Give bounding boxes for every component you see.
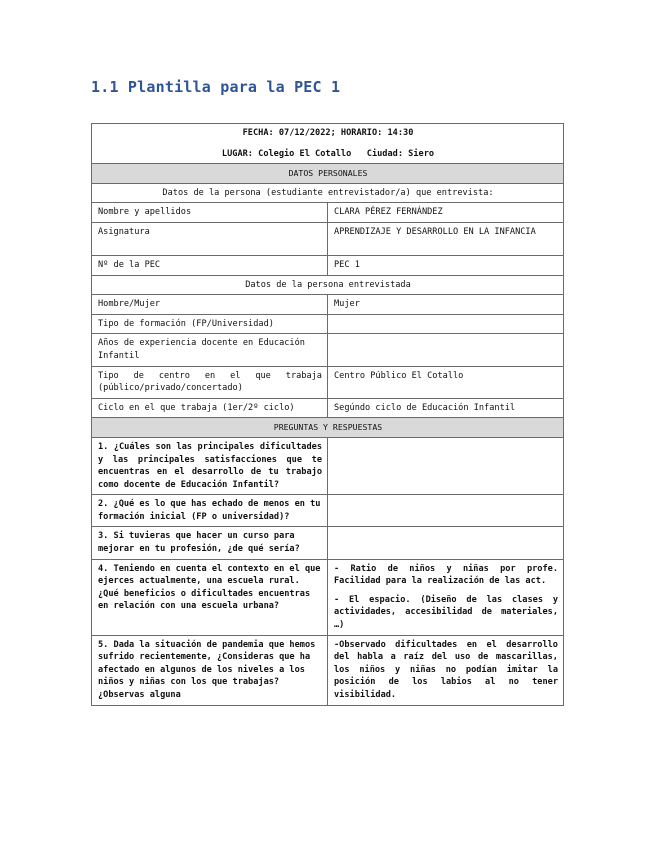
lugar-line: LUGAR: Colegio El Cotallo Ciudad: Siero xyxy=(221,148,435,159)
table-row xyxy=(92,398,564,418)
question-row xyxy=(92,559,564,635)
table-row xyxy=(92,203,564,223)
field-value: CLARA PÉREZ FERNÁNDEZ xyxy=(328,203,564,223)
table-row xyxy=(92,255,564,275)
field-value: PEC 1 xyxy=(328,255,564,275)
entrevistador-title: Datos de la persona (estudiante entrevistador/a) que entrevista: xyxy=(92,183,564,203)
section-row xyxy=(92,418,564,438)
field-label: Nombre y apellidos xyxy=(92,203,328,223)
answer-paragraph: - El espacio. (Diseño de las clases y actividades, accesibilidad de materiales, …) xyxy=(334,594,558,631)
entrevistada-title: Datos de la persona entrevistada xyxy=(92,275,564,295)
field-label: Nº de la PEC xyxy=(92,255,328,275)
answer-cell xyxy=(328,635,564,705)
question-text: 5. Dada la situación de pandemia que hemos sufrido recientemente, ¿Consideras que ha afectado en algunos de los niveles a los niños y niñas con los que trabajas? ¿Observas alguna xyxy=(92,635,328,705)
table-row xyxy=(92,334,564,366)
question-text: 2. ¿Qué es lo que has echado de menos en tu formación inicial (FP o universidad)? xyxy=(92,495,328,527)
question-text: 1. ¿Cuáles son las principales dificultades y las principales satisfacciones que te encuentras en el desarrollo de tu trabajo como docente de Educación Infantil? xyxy=(92,437,328,494)
field-label: Asignatura xyxy=(92,222,328,255)
question-row xyxy=(92,527,564,559)
header-row xyxy=(92,124,564,164)
question-row xyxy=(92,437,564,494)
section-row xyxy=(92,164,564,184)
field-value xyxy=(328,334,564,366)
field-value: Segúndo ciclo de Educación Infantil xyxy=(328,398,564,418)
field-value: Centro Público El Cotallo xyxy=(328,366,564,398)
field-label: Hombre/Mujer xyxy=(92,295,328,315)
table-row xyxy=(92,366,564,398)
interview-form-table xyxy=(91,123,564,706)
question-row xyxy=(92,635,564,705)
field-value: Mujer xyxy=(328,295,564,315)
field-value: APRENDIZAJE Y DESARROLLO EN LA INFANCIA xyxy=(328,222,564,255)
field-value xyxy=(328,314,564,334)
table-row xyxy=(92,314,564,334)
page-title: 1.1 Plantilla para la PEC 1 xyxy=(91,78,341,96)
answer-paragraph: -Observado dificultades en el desarrollo del habla a raíz del uso de mascarillas, los niños y niñas no podían imitar la posición de los labios al no tener visibilidad. xyxy=(334,639,558,700)
question-row xyxy=(92,495,564,527)
question-text: 4. Teniendo en cuenta el contexto en el que ejerces actualmente, una escuela rural. ¿Qué beneficios o dificultades encuentras en relación con una escuela urbana? xyxy=(92,559,328,635)
answer-cell xyxy=(328,527,564,559)
answer-cell xyxy=(328,495,564,527)
answer-cell xyxy=(328,437,564,494)
field-label: Ciclo en el que trabaja (1er/2º ciclo) xyxy=(92,398,328,418)
field-label: Años de experiencia docente en Educación Infantil xyxy=(92,334,328,366)
question-text: 3. Si tuvieras que hacer un curso para mejorar en tu profesión, ¿de qué sería? xyxy=(92,527,328,559)
subheader-row xyxy=(92,275,564,295)
field-label: Tipo de centro en el que trabaja (público/privado/concertado) xyxy=(92,366,328,398)
answer-paragraph: - Ratio de niños y niñas por profe. Facilidad para la realización de las act. xyxy=(334,563,558,587)
section-title-preguntas: PREGUNTAS Y RESPUESTAS xyxy=(92,418,564,438)
fecha-line: FECHA: 07/12/2022; HORARIO: 14:30 xyxy=(242,128,414,138)
header-cell xyxy=(92,124,564,164)
table-row xyxy=(92,295,564,315)
field-label: Tipo de formación (FP/Universidad) xyxy=(92,314,328,334)
section-title-datos-personales: DATOS PERSONALES xyxy=(92,164,564,184)
table-row xyxy=(92,222,564,255)
answer-cell xyxy=(328,559,564,635)
subheader-row xyxy=(92,183,564,203)
